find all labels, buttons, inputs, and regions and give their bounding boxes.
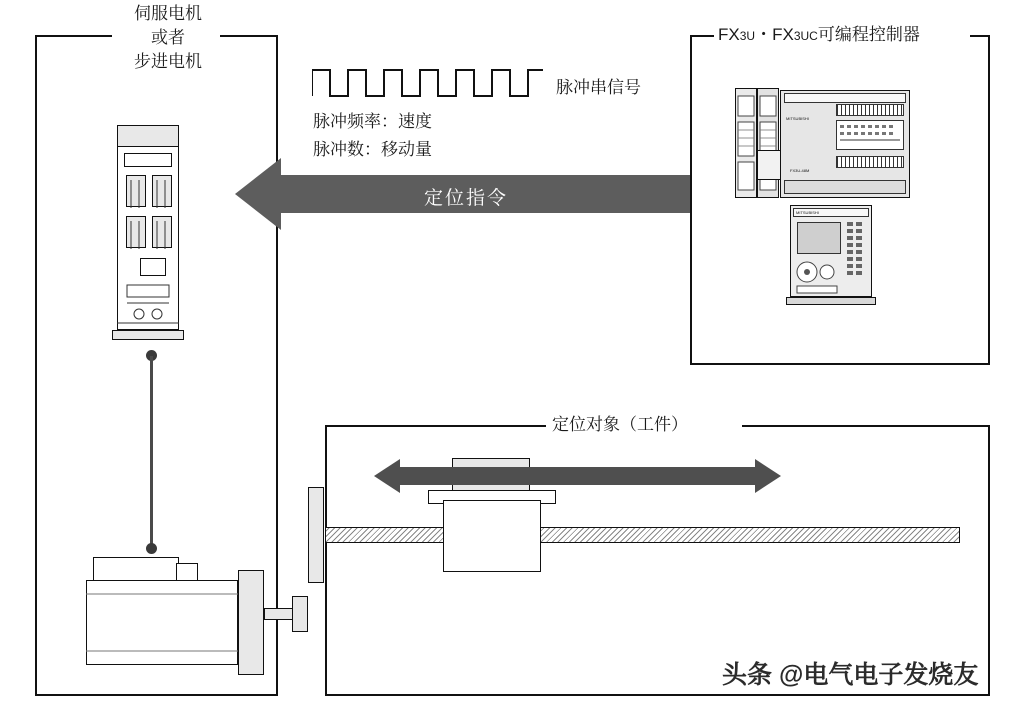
plc-title-sub3u: 3U (739, 29, 756, 43)
plc-title-fx2: FX (772, 25, 794, 44)
rail-left-support (308, 487, 324, 583)
plc-title-tail: 可编程控制器 (817, 25, 920, 44)
workpiece-frame-title: 定位对象（工件） (552, 415, 688, 434)
travel-arrow-head-right (755, 459, 781, 493)
motor-label-line2: 或者 (151, 28, 185, 47)
servo-amplifier-display-panel (124, 153, 172, 167)
plc-bottom-cover (784, 180, 906, 194)
motor-power-cable (150, 356, 153, 546)
hmi-screen (797, 222, 841, 254)
plc-brand-label: MITSUBISHI (786, 116, 809, 121)
plc-group-frame (690, 35, 990, 365)
plc-side-connector-block (757, 150, 781, 180)
motor-housing-fins (86, 580, 238, 665)
ball-screw-rail (325, 527, 960, 543)
pulse-frequency-label: 脉冲频率：速度 (313, 112, 432, 131)
servo-connector-pins (117, 170, 187, 255)
hmi-keypad (845, 220, 871, 292)
travel-arrow-body (400, 467, 755, 485)
hmi-brand-label: MITSUBISHI (796, 210, 819, 215)
table-carriage (443, 500, 541, 572)
travel-arrow-head-left (374, 459, 400, 493)
pulse-signal-label: 脉冲串信号 (556, 78, 641, 97)
motor-shaft (264, 608, 294, 620)
servo-amplifier-lower-port (140, 258, 166, 276)
hmi-base (786, 297, 876, 305)
plc-expansion-terminals (735, 92, 779, 196)
plc-output-terminal-row (836, 156, 904, 168)
plc-input-terminal-row (836, 104, 904, 116)
plc-title-dot: ・ (755, 25, 773, 44)
plc-title-sub3uc: 3UC (793, 29, 818, 43)
servo-amplifier-top-cap (117, 125, 179, 147)
plc-model-label: FX3U-48M (790, 168, 810, 173)
motor-terminal-box (93, 557, 179, 581)
cable-node-bottom (146, 543, 157, 554)
plc-frame-title (718, 23, 920, 48)
watermark-text: 头条 @电气电子发烧友 (722, 661, 979, 689)
motor-flange (238, 570, 264, 675)
motor-coupling (292, 596, 308, 632)
plc-main-top-cover (784, 93, 906, 103)
motor-terminal-box-tab (176, 563, 198, 581)
positioning-command-label: 定位指令 (424, 188, 509, 209)
positioning-command-arrow-head (235, 158, 281, 230)
servo-amplifier-base (112, 330, 184, 340)
plc-title-fx1: FX (718, 25, 740, 44)
motor-label-line1: 伺服电机 (134, 4, 202, 23)
motor-label-line3: 步进电机 (134, 52, 202, 71)
pulse-count-label: 脉冲数：移动量 (313, 140, 432, 159)
plc-led-indicators (838, 123, 902, 147)
pulse-train-waveform (312, 62, 544, 102)
servo-amplifier-lower-detail (117, 283, 179, 330)
hmi-dial-controls (793, 258, 841, 296)
